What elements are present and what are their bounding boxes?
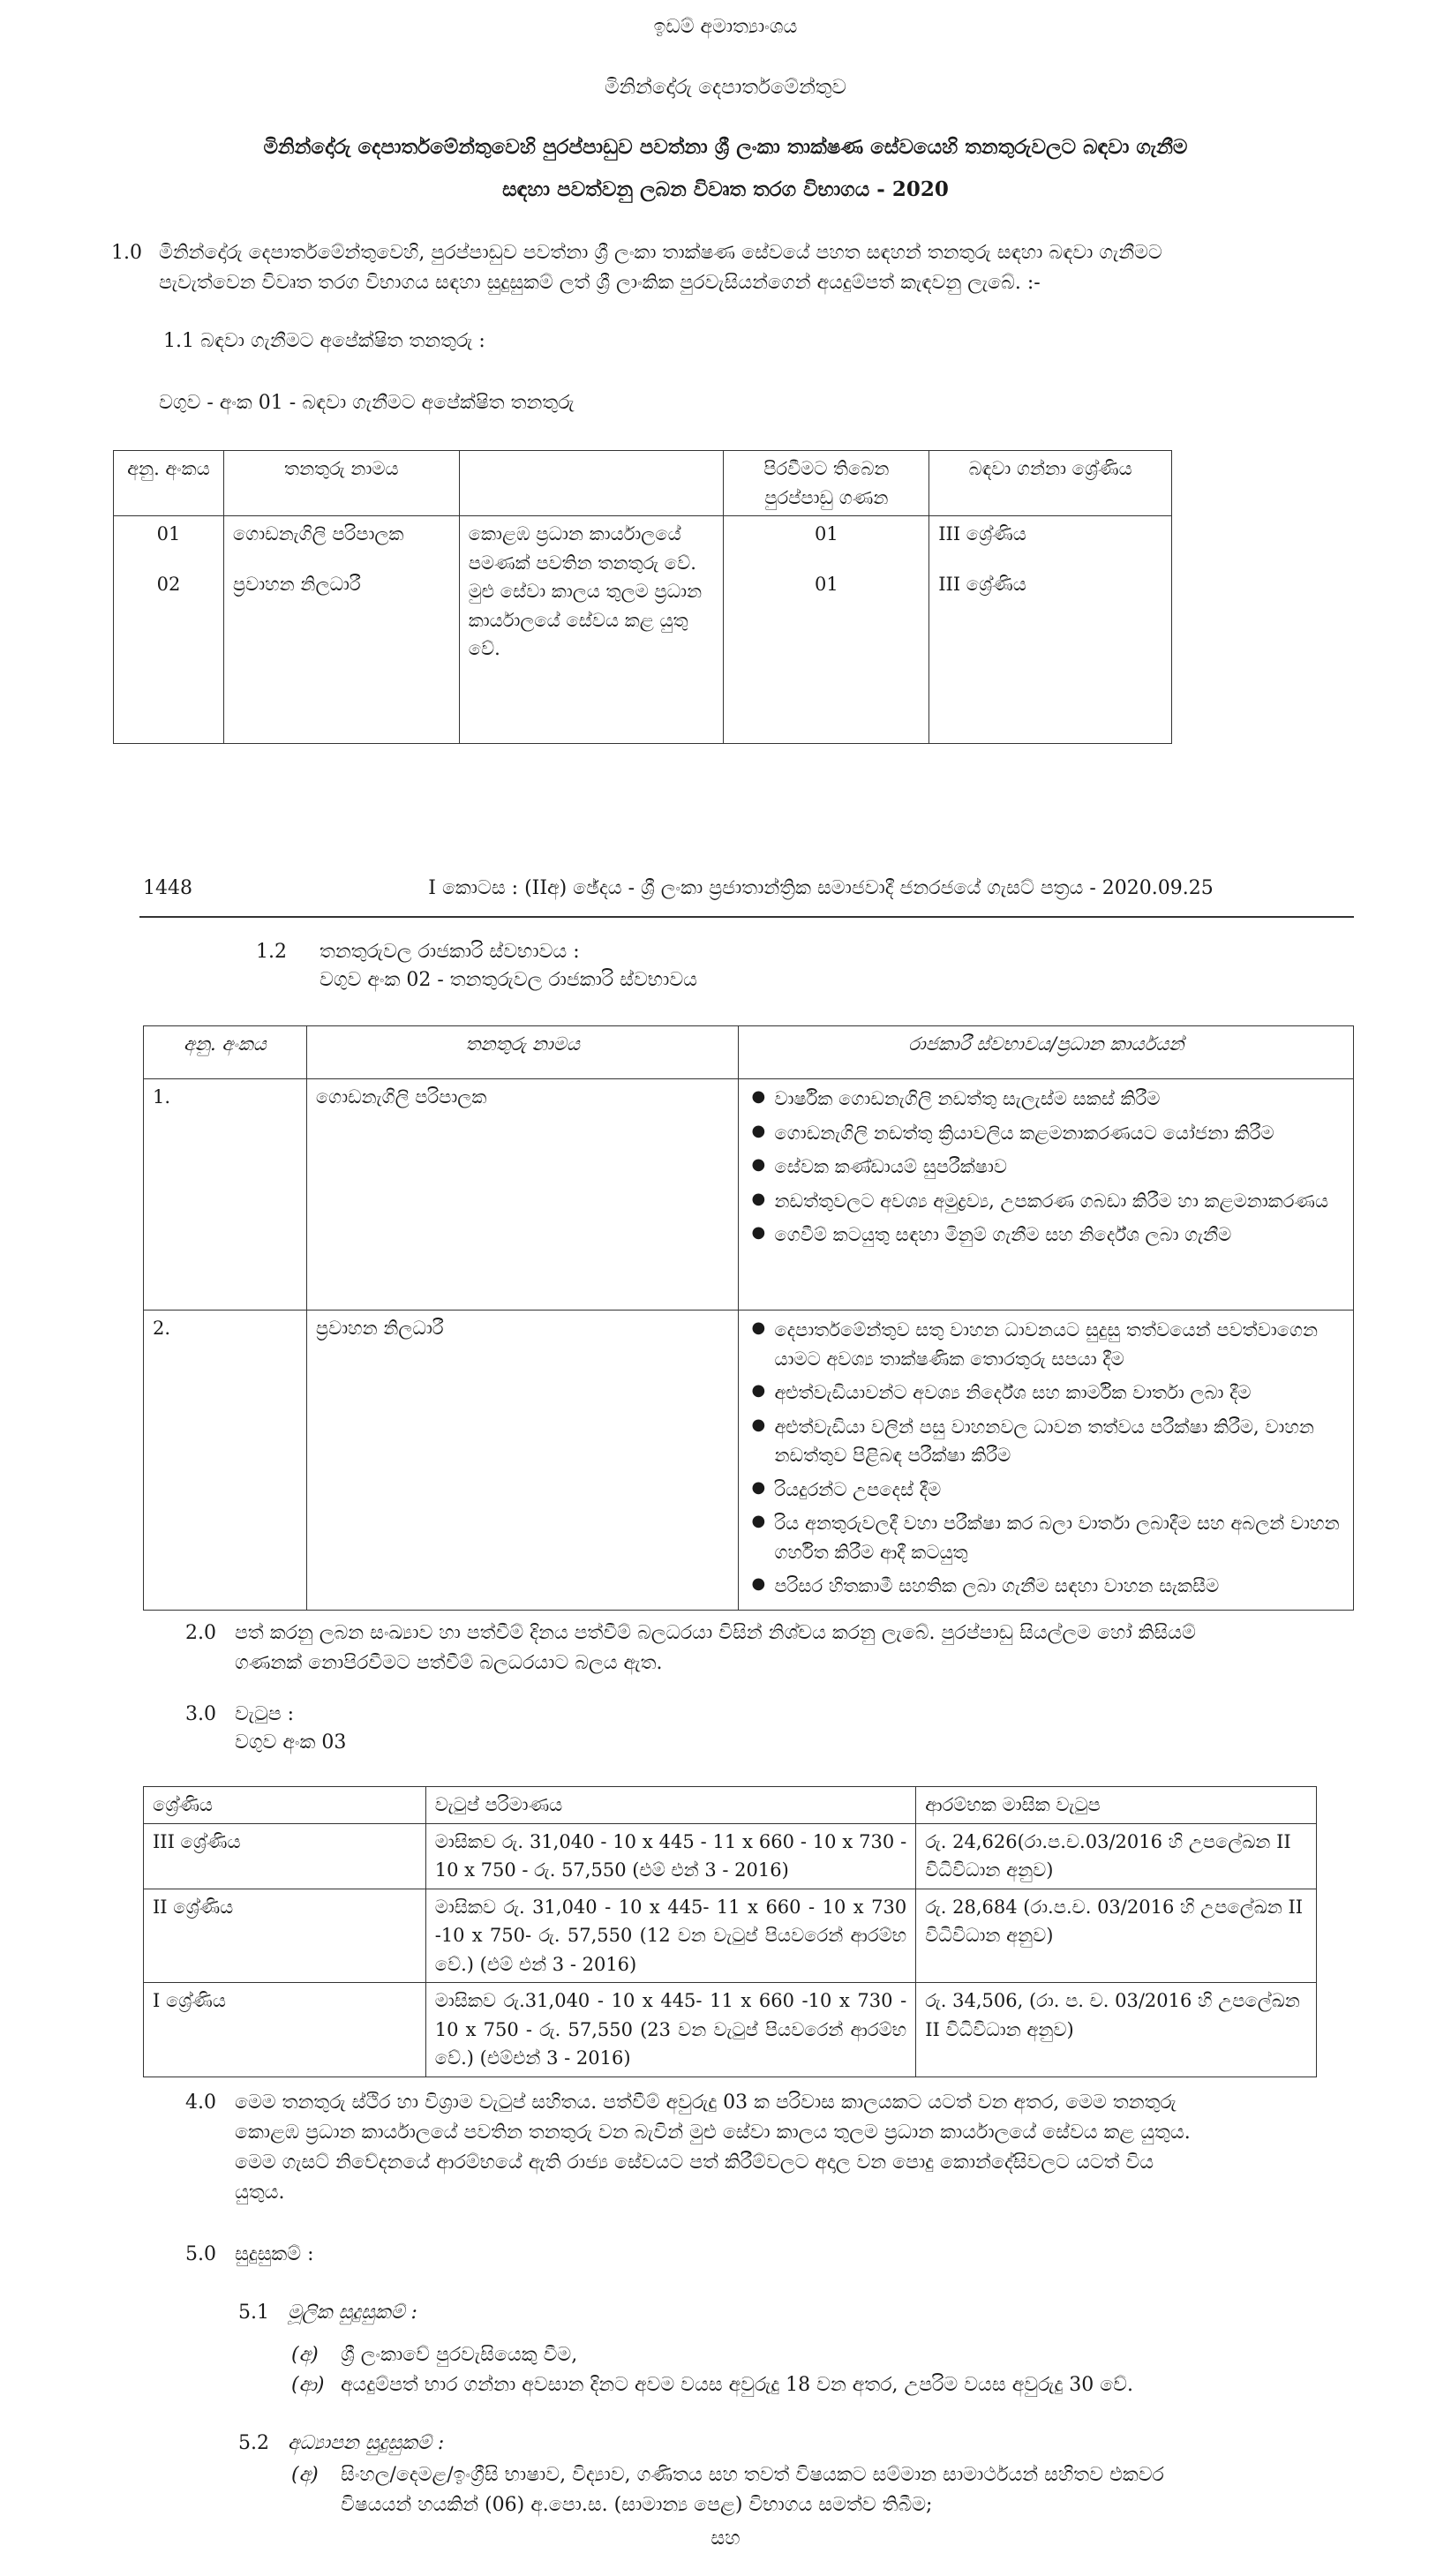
edu-qualification-line2: විෂයයන් හයකින් (06) අ.පො.ස. (සාමාන්‍ය පෙළ) විභාගය සමත්ව තිබීම;: [341, 2494, 933, 2516]
table1-cell-grade: [929, 516, 1172, 744]
table1-location-note: කොළඹ ප්‍රධාන කාර්යාලයේ පමණක් පවතින තනතුරු වේ. මුළු සේවා කාලය තුලම ප්‍රධාන කාර්යාලයේ සේවය කළ යුතු වේ.: [459, 516, 724, 744]
table2-header-name: තනතුරු නාමය: [306, 1026, 739, 1079]
duties-list-transport: [748, 1316, 1344, 1601]
table-salary: [143, 1786, 1317, 2077]
section-2-line1: පත් කරනු ලබන සංඛ්‍යාව හා පත්වීම් දිනය පත්වීම් බලධරයා විසින් නිශ්චය කරනු ලැබේ. පුරප්පාඩු සියල්ලම හෝ කිසියම්: [235, 1622, 1196, 1644]
table3-header-scale: වැටුප් පරිමාණය: [425, 1787, 915, 1824]
section-1-1-title: 1.1 බඳවා ගැනීමට අපේක්ෂිත තනතුරු :: [163, 330, 485, 352]
duties-list-building: [748, 1085, 1344, 1250]
table3-header-grade: ශ්‍රේණිය: [144, 1787, 426, 1824]
section-1-line1: මිනින්දෝරු දෙපාර්තමේන්තුවෙහි, පුරප්පාඩුව පවත්නා ශ්‍රී ලංකා තාක්ෂණ සේවයේ පහත සඳහන් තනතුරු සඳහා බඳවා ගැනීමට: [159, 242, 1162, 264]
section-5-1-title: මූලික සුදුසුකම් :: [288, 2302, 417, 2324]
table1-row2-grade: III ශ්‍රේණිය: [938, 573, 1026, 595]
table2-row2-name: ප්‍රවාහන නිලධාරී: [306, 1311, 739, 1611]
table-row: [144, 1889, 1317, 1983]
table1-caption: වගුව - අංක 01 - බඳවා ගැනීමට අපේක්ෂිත තනතුරු: [159, 392, 575, 414]
section-4-line4: යුතුය.: [235, 2182, 285, 2204]
table-duties: [143, 1025, 1354, 1611]
section-4-line2: කොළඹ ප්‍රධාන කාර්යාලයේ පවතින තනතුරු වන බැවින් මුළු සේවා කාලය තුලම ප්‍රධාන කාර්යාලයේ සේවය කළ යුතුය.: [235, 2122, 1191, 2144]
list-item: ● අළුත්වැඩියාවන්ට අවශ්‍ය නිර්දේශ සහ කාර්මික වාර්තා ලබා දීම: [748, 1378, 1344, 1408]
table3-row2-grade: II ශ්‍රේණිය: [144, 1889, 426, 1983]
table1-header-name: තනතුරු නාමය: [223, 451, 459, 516]
table3-row2-initial: රු. 28,684 (රා.ප.ච. 03/2016 හි උපලේඛන II විධිවිධාන අනුව): [916, 1889, 1317, 1983]
edu-item-label-a: (අ): [291, 2464, 319, 2486]
list-item: ● ගොඩනැගිලි නඩත්තු ක්‍රියාවලිය කළමනාකරණයට යෝජනා කිරීම: [748, 1119, 1344, 1148]
section-5-1-number: 5.1: [238, 2302, 269, 2324]
section-2-line2: ගණනක් නොපිරවීමට පත්වීම් බලධරයාට බලය ඇත.: [235, 1652, 663, 1674]
table2-row1-name: ගොඩනැගිලි පරිපාලක: [306, 1079, 739, 1311]
basic-qualification-2: අයදුම්පත් භාර ගන්නා අවසාන දිනට අවම වයස අවුරුදු 18 වන අතර, උපරිම වයස අවුරුදු 30 වේ.: [341, 2374, 1133, 2396]
section-1-2-title: තනතුරුවල රාජකාරි ස්වභාවය :: [320, 941, 580, 963]
section-4-line1: මෙම තනතුරු ස්ථිර හා විශ්‍රාම වැටුප් සහිතය. පත්වීම් අවුරුදු 03 ක පරිවාස කාලයකට යටත් වන අතර, මෙම තනතුරු: [235, 2092, 1177, 2114]
table2-row1-no: 1.: [144, 1079, 307, 1311]
table1-cell-vacancies: [724, 516, 929, 744]
list-item: ● පරිසර හිතකාමී සහතික ලබා ගැනීම සඳහා වාහන සැකසීම: [748, 1572, 1344, 1601]
table3-row3-scale: මාසිකව රු.31,040 - 10 x 445- 11 x 660 -10 x 730 - 10 x 750 - රු. 57,550 (23 වන වැටුප් පියවරෙන් ආරම්භ වේ.) (එම්එන් 3 - 2016): [425, 1983, 915, 2077]
table3-row3-grade: I ශ්‍රේණිය: [144, 1983, 426, 2077]
table2-header-no: අනු. අංකය: [144, 1026, 307, 1079]
section-4-number: 4.0: [185, 2092, 216, 2114]
table-row: [144, 1983, 1317, 2077]
table2-row2-duties: [739, 1311, 1354, 1611]
table-row: [144, 1079, 1354, 1311]
gazette-running-header: I කොටස : (IIඅ) ඡේදය - ශ්‍රී ලංකා ප්‍රජාතාන්ත්‍රික සමාජවාදී ජනරජයේ ගැසට් පත්‍රය - 2020.09.25: [428, 877, 1214, 899]
table1-header-vacancies: පිරවීමට තිබෙන පුරප්පාඩු ගණන: [724, 451, 929, 516]
list-item: ● ගෙවීම් කටයුතු සඳහා මිනුම් ගැනීම සහ නිර්දේශ ලබා ගැනීම: [748, 1220, 1344, 1250]
table1-header-grade: බඳවා ගන්නා ශ්‍රේණිය: [929, 451, 1172, 516]
gazette-page-number: 1448: [143, 877, 192, 899]
item-label-a: (අ): [291, 2344, 319, 2366]
table1-row1-vacancies: 01: [814, 523, 838, 545]
table-row: [144, 1823, 1317, 1889]
table1-row1-grade: III ශ්‍රේණිය: [938, 523, 1026, 545]
table-row: [114, 516, 1172, 744]
table2-header-row: [144, 1026, 1354, 1079]
list-item: ● රිය අනතුරුවලදී වහා පරීක්ෂා කර බලා වාර්තා ලබාදීම සහ අබලන් වාහන ගර්හිත කිරීම ආදී කටයුතු: [748, 1509, 1344, 1566]
list-item: ● සේවක කණ්ඩායම් සුපරීක්ෂාව: [748, 1153, 1344, 1182]
table3-row1-initial: රු. 24,626(රා.ප.ච.03/2016 හි උපලේඛන II විධිවිධාන අනුව): [916, 1823, 1317, 1889]
notice-title-line2: සඳහා පවත්වනු ලබන විවෘත තරග විභාගය - 2020: [502, 177, 949, 201]
section-2-number: 2.0: [185, 1622, 216, 1644]
section-5-number: 5.0: [185, 2243, 216, 2265]
list-item: ● දෙපාර්තමේන්තුව සතු වාහන ධාවනයට සුදුසු තත්වයෙන් පවත්වාගෙන යාමට අවශ්‍ය තාක්ෂණික තොරතුරු සපයා දීම: [748, 1316, 1344, 1373]
table1-row2-name: ප්‍රවාහන නිලධාරී: [232, 573, 361, 595]
table3-row1-scale: මාසිකව රු. 31,040 - 10 x 445 - 11 x 660 - 10 x 730 - 10 x 750 - රු. 57,550 (එම් එන් 3 - 2016): [425, 1823, 915, 1889]
list-item: ● නඩත්තුවලට අවශ්‍ය අමුද්‍රව්‍ය, උපකරණ ගබඩා කිරීම හා කළමනාකරණය: [748, 1187, 1344, 1216]
table1-row2-vacancies: 01: [814, 573, 838, 595]
ministry-name: ඉඩම් අමාත්‍යාංශය: [653, 16, 798, 38]
table1-cell-name: [223, 516, 459, 744]
table1-row1-name: ගොඩනැගිලි පරිපාලක: [232, 523, 404, 545]
list-item: ● රියදුරන්ට උපදෙස් දීම: [748, 1476, 1344, 1505]
table1-row2-no: 02: [156, 573, 181, 595]
section-3-number: 3.0: [185, 1703, 216, 1725]
table3-row1-grade: III ශ්‍රේණිය: [144, 1823, 426, 1889]
table3-caption: වගුව අංක 03: [235, 1731, 347, 1754]
notice-title-line1: මිනින්දෝරු දෙපාර්තමේන්තුවෙහි පුරප්පාඩුව පවත්නා ශ්‍රී ලංකා තාක්ෂණ සේවයෙහි තනතුරුවලට බඳවා ගැනීම: [263, 135, 1188, 159]
department-name: මිනින්දෝරු දෙපාර්තමේන්තුව: [605, 76, 846, 99]
table1-header-no: අනු. අංකය: [114, 451, 224, 516]
table2-caption: වගුව අංක 02 - තනතුරුවල රාජකාරි ස්වභාවය: [320, 969, 697, 991]
table2-row2-no: 2.: [144, 1311, 307, 1611]
basic-qualification-1: ශ්‍රී ලංකාවේ පුරවැසියෙකු වීම,: [341, 2344, 578, 2366]
table3-row2-scale: මාසිකව රු. 31,040 - 10 x 445- 11 x 660 - 10 x 730 -10 x 750- රු. 57,550 (12 වන වැටුප් පියවරෙන් ආරම්භ වේ.) (එම් එන් 3 - 2016): [425, 1889, 915, 1983]
table1-header-blank: [459, 451, 724, 516]
list-item: ● වාර්ෂික ගොඩනැගිලි නඩත්තු සැලැස්ම සකස් කිරීම: [748, 1085, 1344, 1114]
conjunction-and: සහ: [710, 2527, 741, 2550]
section-1-number: 1.0: [111, 242, 142, 264]
table3-header-initial: ආරම්භක මාසික වැටුප: [916, 1787, 1317, 1824]
table-row: [144, 1311, 1354, 1611]
table3-header-row: [144, 1787, 1317, 1824]
table1-cell-no: [114, 516, 224, 744]
table2-header-duties: රාජකාරී ස්වභාවය/ප්‍රධාන කාර්යයන්: [739, 1026, 1354, 1079]
table2-row1-duties: [739, 1079, 1354, 1311]
section-5-title: සුදුසුකම් :: [235, 2243, 314, 2265]
table3-row3-initial: රු. 34,506, (රා. ප. ච. 03/2016 හි උපලේඛන II විධිවිධාන අනුව): [916, 1983, 1317, 2077]
item-label-aa: (ආ): [291, 2374, 325, 2396]
section-4-line3: මෙම ගැසට් නිවේදනයේ ආරම්භයේ ඇති රාජ්‍ය සේවයට පත් කිරීම්වලට අදාල වන පොදු කොන්දේසිවලට යටත් විය: [235, 2152, 1154, 2174]
table-positions: [113, 450, 1172, 744]
section-3-title: වැටුප :: [235, 1703, 295, 1725]
section-1-2-number: 1.2: [256, 941, 287, 963]
table1-row1-no: 01: [156, 523, 181, 545]
section-5-2-title: අධ්‍යාපන සුදුසුකම් :: [288, 2432, 445, 2454]
edu-qualification-line1: සිංහල/දෙමළ/ඉංග්‍රීසි භාෂාව, විද්‍යාව, ගණිතය සහ තවත් විෂයකට සම්මාන සාමාර්ථයන් සහිතව එකවර: [341, 2464, 1164, 2486]
section-1-line2: පැවැත්වෙන විවෘත තරග විභාගය සඳහා සුදුසුකම් ලත් ශ්‍රී ලාංකික පුරවැසියන්ගෙන් අයදුම්පත් කැඳවනු ලැබේ. :-: [159, 272, 1041, 294]
table1-header-row: [114, 451, 1172, 516]
header-rule: [139, 916, 1354, 918]
list-item: ● අළුත්වැඩියා වලින් පසු වාහනවල ධාවන තත්වය පරීක්ෂා කිරීම, වාහන නඩත්තුව පිළිබඳ පරීක්ෂා කිරීම: [748, 1413, 1344, 1470]
section-5-2-number: 5.2: [238, 2432, 269, 2454]
